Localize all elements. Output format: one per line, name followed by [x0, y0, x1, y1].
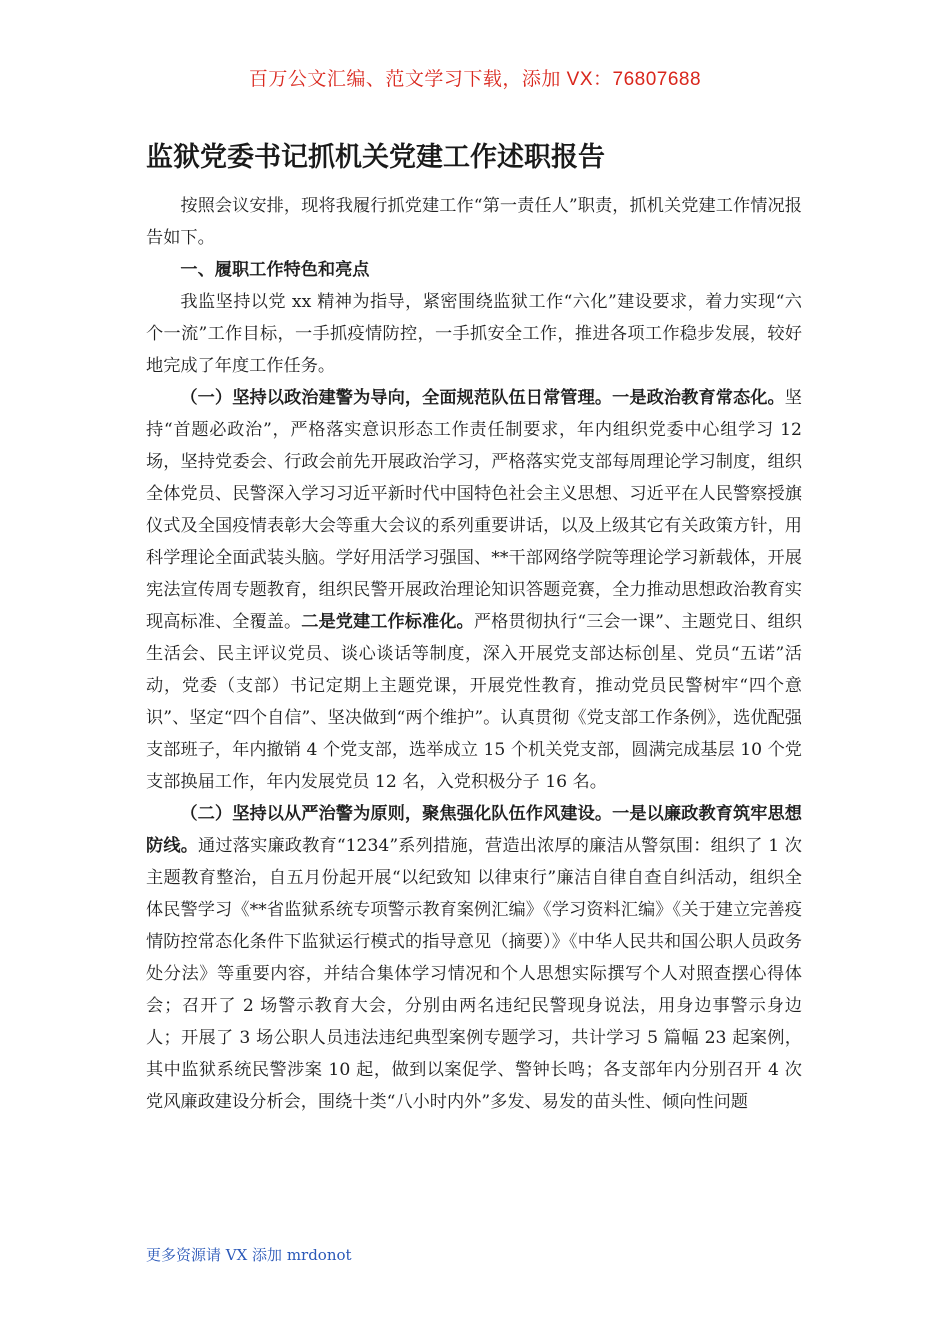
section-paragraph: 我监坚持以党 xx 精神为指导，紧密围绕监狱工作“六化”建设要求，着力实现“六个一流”工作目标，一手抓疫情防控，一手抓安全工作，推进各项工作稳步发展，较好地完成了年度工作任务。 — [146, 292, 802, 376]
document-title: 监狱党委书记抓机关党建工作述职报告 — [146, 142, 605, 173]
footer-note: 更多资源请 VX 添加 mrdonot — [146, 1246, 352, 1264]
item-two-body-1: 通过落实廉政教育“1234”系列措施，营造出浓厚的廉洁从警氛围：组织了 1 次主题教育整治，自五月份起开展“以纪致知 以律束行”廉洁自律自查自纠活动，组织全体民警学习《**省监狱系统专项警示教育案例汇编》《学习资料汇编》《关于建立完善疫情防控常态化条件下监狱运行模式的指导意见（摘要）》《中华人民共和国公职人员政务处分法》等重要内容，并结合集体学习情况和个人思想实际撰写个人对照查摆心得体会；召开了 2 场警示教育大会，分别由两名违纪民警现身说法，用身边事警示身边人；开展了 3 场公职人员违法违纪典型案例专题学习，共计学习 5 篇幅 23 起案例，其中监狱系统民警涉案 10 起，做到以案促学、警钟长鸣；各支部年内分别召开 4 次党风廉政建设分析会，围绕十类“八小时内外”多发、易发的苗头性、倾向性问题 — [146, 836, 802, 1112]
item-one-sub-heading: 二是党建工作标准化。 — [301, 612, 474, 632]
item-two-lead: （二）坚持以从严治警为原则，聚焦强化队伍作风建设。一是以廉政教育筑牢思想防线。 — [146, 804, 802, 856]
item-one-body-2: 严格贯彻执行“三会一课”、主题党日、组织生活会、民主评议党员、谈心谈话等制度，深入开展党支部达标创星、党员“五诺”活动，党委（支部）书记定期上主题党课，开展党性教育，推动党员民警树牢“四个意识”、坚定“四个自信”、坚决做到“两个维护”。认真贯彻《党支部工作条例》，选优配强支部班子，年内撤销 4 个党支部，选举成立 15 个机关党支部，圆满完成基层 10 个党支部换届工作，年内发展党员 12 名，入党积极分子 16 名。 — [146, 612, 802, 792]
item-one-paragraph — [146, 382, 802, 798]
item-one-body-1: 坚持“首题必政治”，严格落实意识形态工作责任制要求，年内组织党委中心组学习 12 场，坚持党委会、行政会前先开展政治学习，严格落实党支部每周理论学习制度，组织全体党员、民警深入学习习近平新时代中国特色社会主义思想、习近平在人民警察授旗仪式及全国疫情表彰大会等重大会议的系列重要讲话，以及上级其它有关政策方针，用科学理论全面武装头脑。学好用活学习强国、**干部网络学院等理论学习新载体，开展宪法宣传周专题教育，组织民警开展政治理论知识答题竞赛，全力推动思想政治教育实现高标准、全覆盖。 — [146, 388, 802, 632]
intro-paragraph: 按照会议安排，现将我履行抓党建工作“第一责任人”职责，抓机关党建工作情况报告如下。 — [146, 196, 802, 248]
document-body — [146, 190, 802, 1118]
promo-banner: 百万公文汇编、范文学习下载，添加 VX：76807688 — [248, 69, 702, 90]
section-heading: 一、履职工作特色和亮点 — [180, 260, 370, 280]
item-two-paragraph — [146, 798, 802, 1118]
item-one-lead: （一）坚持以政治建警为导向，全面规范队伍日常管理。一是政治教育常态化。 — [180, 388, 785, 408]
